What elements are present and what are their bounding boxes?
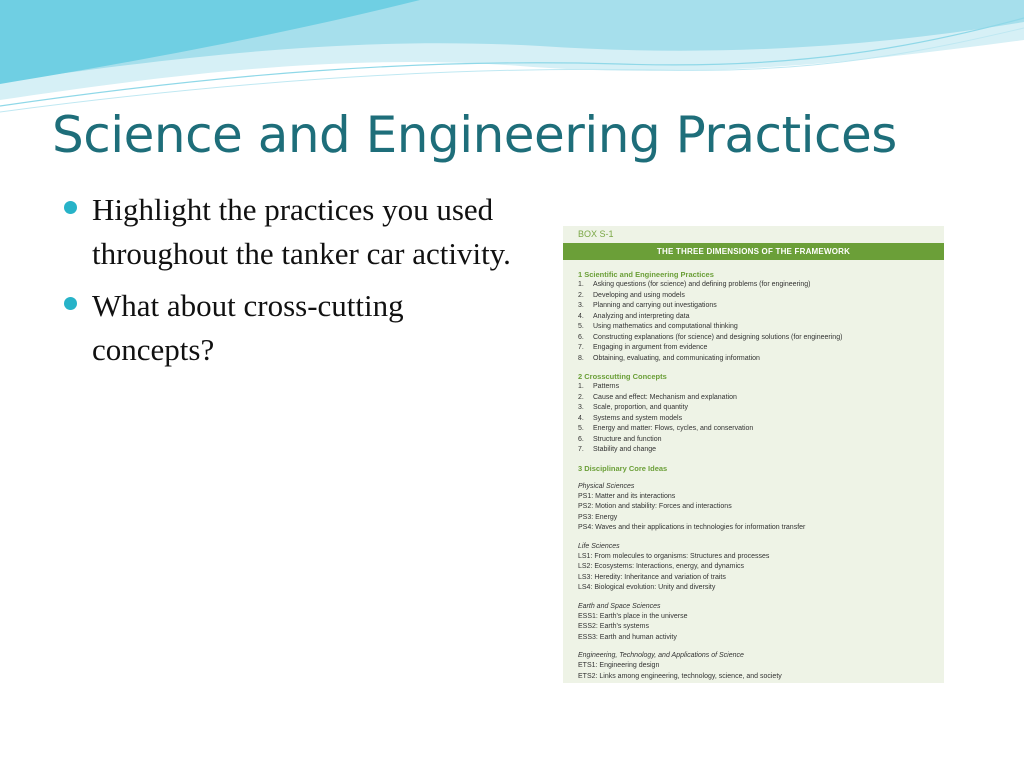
framework-box-image	[563, 226, 944, 683]
list-item: 2. Developing and using models	[578, 291, 685, 299]
list-item: LS3: Heredity: Inheritance and variation of traits	[578, 573, 726, 581]
list-item: ETS1: Engineering design	[578, 662, 660, 669]
physical-sciences-group	[578, 481, 938, 534]
box-header: THE THREE DIMENSIONS OF THE FRAMEWORK	[563, 243, 944, 260]
slide-title: Science and Engineering Practices	[52, 106, 897, 164]
bullet-dot-icon	[64, 201, 77, 214]
list-item: 4. Analyzing and interpreting data	[578, 312, 690, 320]
list-item: LS2: Ecosystems: Interactions, energy, and dynamics	[578, 563, 745, 570]
box-content	[578, 269, 938, 689]
list-item: PS2: Motion and stability: Forces and interactions	[578, 503, 732, 510]
bullet-text: What about cross-cutting concepts?	[92, 288, 404, 367]
practices-section	[578, 269, 938, 364]
list-item: PS4: Waves and their applications in technologies for information transfer	[578, 524, 806, 531]
section-title: 1 Scientific and Engineering Practices	[578, 270, 714, 279]
list-item: 4. Systems and system models	[578, 414, 683, 422]
list-item: LS1: From molecules to organisms: Structures and processes	[578, 552, 770, 560]
subsection-title: Physical Sciences	[578, 482, 635, 490]
bullet-item	[62, 188, 532, 276]
bullet-text: Highlight the practices you used throughout the tanker car activity.	[92, 192, 511, 271]
list-item: 8. Obtaining, evaluating, and communicating information	[578, 354, 760, 362]
crosscutting-section	[578, 371, 938, 456]
earth-space-sciences-group	[578, 601, 938, 644]
bullet-dot-icon	[64, 297, 77, 310]
core-ideas-section	[578, 463, 938, 683]
list-item: 3. Scale, proportion, and quantity	[578, 404, 688, 411]
list-item: 5. Using mathematics and computational thinking	[578, 323, 738, 330]
life-sciences-group	[578, 541, 938, 594]
section-title: 3 Disciplinary Core Ideas	[578, 463, 668, 473]
list-item: 5. Energy and matter: Flows, cycles, and conservation	[578, 425, 754, 432]
list-item: ESS1: Earth's place in the universe	[578, 612, 688, 620]
list-item: 7. Stability and change	[578, 446, 657, 453]
list-item: LS4: Biological evolution: Unity and diversity	[578, 584, 716, 591]
list-item: 3. Planning and carrying out investigations	[578, 302, 717, 309]
list-item: 7. Engaging in argument from evidence	[578, 344, 708, 351]
section-title: 2 Crosscutting Concepts	[578, 372, 667, 381]
list-item: 2. Cause and effect: Mechanism and explanation	[578, 393, 737, 401]
box-label: BOX S-1	[578, 229, 614, 239]
subsection-title: Life Sciences	[578, 542, 620, 550]
bullet-list	[62, 188, 532, 380]
list-item: PS3: Energy	[578, 513, 618, 521]
list-item: 6. Structure and function	[578, 435, 662, 443]
list-item: ESS3: Earth and human activity	[578, 633, 677, 641]
list-item: PS1: Matter and its interactions	[578, 492, 676, 500]
list-item: 1. Asking questions (for science) and defining problems (for engineering)	[578, 281, 811, 288]
list-item: 6. Constructing explanations (for science) and designing solutions (for engineering)	[578, 333, 843, 341]
subsection-title: Engineering, Technology, and Applications of Science	[578, 652, 744, 659]
subsection-title: Earth and Space Sciences	[578, 602, 661, 610]
list-item: ESS2: Earth's systems	[578, 623, 649, 630]
list-item: 1. Patterns	[578, 383, 620, 390]
bullet-item	[62, 284, 532, 372]
list-item: ETS2: Links among engineering, technology, science, and society	[578, 672, 782, 680]
engineering-group	[578, 650, 938, 682]
